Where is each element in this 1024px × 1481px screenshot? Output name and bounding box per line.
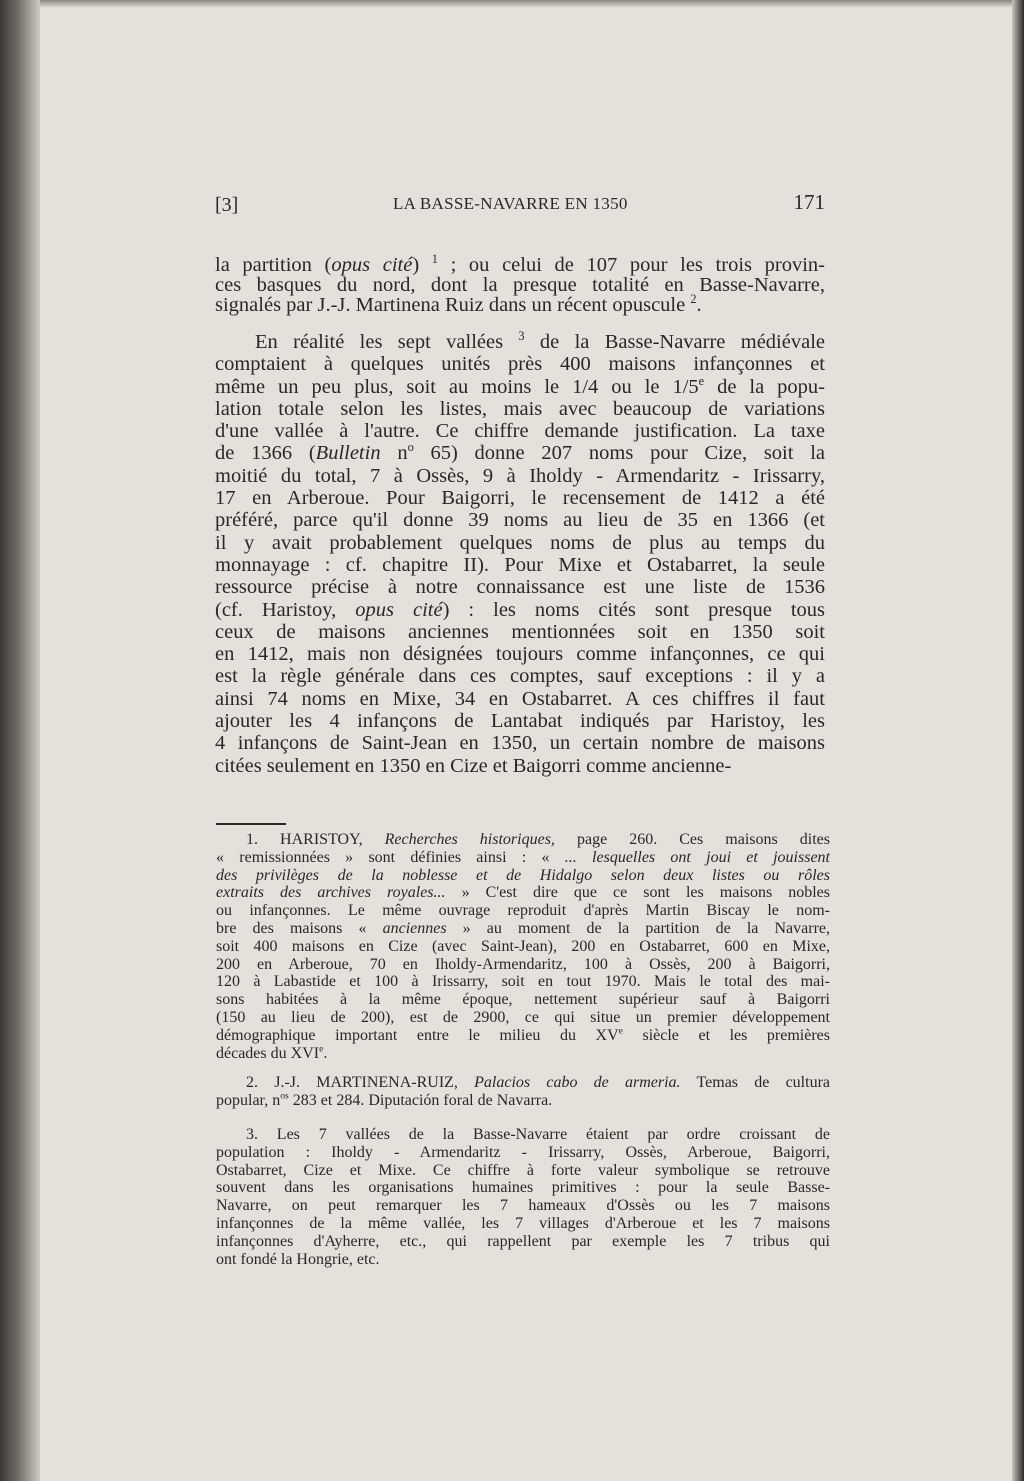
text-line (215, 599, 825, 621)
text-line (216, 884, 830, 902)
text-run: en 1412, mais non désignées toujours comme infançonnes, ce qui (215, 643, 825, 666)
text-run: 200 en Arberoue, 70 en Iholdy-Armendaritz, 100 à Ossès, 200 à Baigorri, (216, 955, 830, 973)
text-run: 120 à Labastide et 100 à Irissarry, soit en tout 1970. Mais le total des mai- (216, 973, 830, 991)
text-line (215, 532, 825, 554)
text-line (215, 621, 825, 643)
text-line (216, 1251, 830, 1269)
text-line (215, 732, 825, 754)
text-run: souvent dans les organisations humaines primitives : pour la seule Basse- (216, 1179, 830, 1197)
superscript: 3 (518, 329, 525, 344)
text-line (215, 576, 825, 598)
text-line (215, 554, 825, 576)
text-line (216, 920, 830, 938)
text-run: ) : les noms cités sont presque tous (442, 598, 825, 621)
text-run: . (323, 1044, 328, 1062)
text-line (216, 1197, 830, 1215)
text-run: ceux de maisons anciennes mentionnées soit en 1350 soit (215, 620, 825, 643)
text-run: n (380, 442, 408, 465)
text-run: d'une vallée à l'autre. Ce chiffre demande justification. La taxe (215, 420, 825, 443)
running-title: LA BASSE-NAVARRE EN 1350 (393, 194, 628, 213)
italic-text: Bulletin (315, 442, 381, 465)
text-line (216, 1045, 830, 1063)
text-line (216, 1215, 830, 1233)
italic-text: Palacios cabo de armeria. (474, 1074, 681, 1091)
text-line (215, 755, 825, 777)
text-run: page 260. Ces maisons dites (554, 831, 830, 848)
superscript: e (618, 1025, 623, 1037)
text-line (216, 1144, 830, 1162)
text-line (215, 275, 825, 295)
text-line (215, 688, 825, 710)
text-run: . (696, 294, 702, 316)
text-line (215, 509, 825, 531)
section-number: [3] (215, 194, 239, 216)
footnote-separator (216, 823, 286, 825)
text-line (216, 902, 830, 920)
text-line (215, 643, 825, 665)
text-line (216, 831, 830, 849)
italic-text: des privilèges de la noblesse et de Hidalgo selon deux listes ou rôles (216, 866, 830, 884)
text-line (216, 1074, 830, 1092)
text-run: infançonnes d'Ayherre, etc., qui rappellent par exemple les 7 tribus qui (216, 1232, 830, 1250)
text-run: infançonnes de la même vallée, les 7 villages d'Arberoue et les 7 maisons (216, 1214, 830, 1232)
text-run: « remissionnées » sont définies ainsi : « (216, 848, 565, 866)
text-run: citées seulement en 1350 en Cize et Baigorri comme ancienne- (215, 754, 732, 777)
text-line (216, 1162, 830, 1180)
superscript: 2 (690, 292, 697, 307)
text-run: Temas de cultura (680, 1074, 831, 1091)
text-line (215, 665, 825, 687)
text-run: est la règle générale dans ces comptes, sauf exceptions : il y a (215, 665, 825, 688)
text-line (216, 938, 830, 956)
text-line (216, 956, 830, 974)
text-run: bre des maisons « (216, 919, 383, 937)
running-header (215, 190, 825, 220)
text-run: Navarre, on peut remarquer les 7 hameaux d'Ossès ou les 7 maisons (216, 1197, 830, 1215)
text-run: comptaient à quelques unités près 400 maisons infançonnes et (215, 353, 825, 376)
text-run: il y avait probablement quelques noms de plus au temps du (215, 531, 825, 554)
text-run: lation totale selon les listes, mais avec beaucoup de variations (215, 397, 825, 420)
italic-text: Recherches historiques, (384, 831, 555, 848)
superscript: e (698, 373, 705, 388)
text-run: 283 et 284. Diputación foral de Navarra. (288, 1091, 553, 1109)
text-run: ; ou celui de 107 pour les trois provin- (437, 254, 825, 276)
text-line (216, 1233, 830, 1251)
text-run: de 1366 ( (215, 442, 316, 465)
text-run: siècle et les premières (622, 1026, 831, 1044)
footnote-1 (216, 831, 830, 1062)
text-line (215, 442, 825, 464)
text-line (215, 373, 825, 398)
text-line (216, 991, 830, 1009)
text-run: de la popu- (704, 375, 825, 398)
text-run: population : Iholdy - Armendaritz - Irissarry, Ossès, Arberoue, Baigorri, (216, 1143, 830, 1161)
text-run: monnayage : cf. chapitre II). Pour Mixe et Ostabarret, la seule (215, 553, 825, 576)
text-line (215, 487, 825, 509)
italic-text: opus cité (355, 598, 443, 621)
text-run: popular, n (216, 1091, 281, 1109)
text-run: 65) donne 207 noms pour Cize, soit la (413, 442, 825, 465)
text-line (216, 867, 830, 885)
book-spine-edge (0, 0, 40, 1481)
text-run: démographique important entre le milieu du XV (216, 1026, 619, 1044)
text-run: de la Basse-Navarre médiévale (524, 331, 825, 353)
text-line (215, 398, 825, 420)
text-run: (150 au lieu de 200), est de 2900, ce qui situe un premier développement (216, 1008, 830, 1026)
text-line (216, 849, 830, 867)
text-run: 3. Les 7 vallées de la Basse-Navarre étaient par ordre croissant de (246, 1126, 830, 1143)
text-run: ressource précise à notre connaissance est une liste de 1536 (215, 576, 825, 599)
italic-text: ... lesquelles ont joui et jouissent (564, 848, 830, 866)
footnote-2 (216, 1074, 830, 1110)
text-line (215, 353, 825, 375)
text-run: signalés par J.-J. Martinena Ruiz dans un récent opuscule (215, 294, 691, 316)
page-number: 171 (793, 190, 825, 214)
text-run: sons habitées à la même époque, nettement supérieur sauf à Baigorri (216, 991, 830, 1009)
italic-text: anciennes (382, 919, 447, 937)
page-right-edge (1012, 0, 1024, 1481)
text-line (216, 1092, 830, 1110)
text-run: 1. HARISTOY, (246, 831, 385, 848)
text-run: même un peu plus, soit au moins le 1/4 ou le 1/5 (215, 375, 699, 398)
text-run: moitié du total, 7 à Ossès, 9 à Iholdy - Armendaritz - Irissarry, (215, 464, 825, 487)
text-line (216, 1027, 830, 1045)
text-run: (cf. Haristoy, (215, 598, 356, 621)
text-run: préféré, parce qu'il donne 39 noms au lieu de 35 en 1366 (et (215, 509, 825, 532)
text-run: ces basques du nord, dont la presque totalité en Basse-Navarre, (215, 274, 825, 296)
text-run: ainsi 74 noms en Mixe, 34 en Ostabarret. A ces chiffres il faut (215, 687, 825, 710)
text-run: 17 en Arberoue. Pour Baigorri, le recensement de 1412 a été (215, 487, 825, 510)
text-line (215, 331, 825, 353)
text-line (215, 710, 825, 732)
text-run: ou infançonnes. Le même ouvrage reproduit d'après Martin Biscay le nom- (216, 902, 830, 920)
superscript: os (280, 1090, 289, 1102)
text-run: En réalité les sept vallées (255, 331, 519, 353)
text-line (215, 292, 825, 316)
text-line (216, 973, 830, 991)
text-run: la partition ( (215, 254, 332, 276)
superscript: e (319, 1043, 324, 1055)
text-run: ) (412, 254, 432, 276)
text-line (215, 420, 825, 442)
superscript: o (407, 440, 414, 455)
text-run: 2. J.-J. MARTINENA-RUIZ, (246, 1074, 475, 1091)
superscript: 1 (431, 252, 438, 267)
text-line (215, 465, 825, 487)
text-line (216, 1179, 830, 1197)
text-run: » au moment de la partition de la Navarre, (446, 919, 831, 937)
paragraph-2 (215, 331, 825, 777)
text-run: Ostabarret, Cize et Mixe. Ce chiffre à forte valeur symbolique se retrouve (216, 1161, 830, 1179)
page-top-edge (40, 0, 1012, 8)
text-run: ont fondé la Hongrie, etc. (216, 1250, 380, 1268)
text-line (216, 1009, 830, 1027)
italic-text: extraits des archives royales... (216, 884, 446, 902)
text-run: » C'est dire que ce sont les maisons nobles (445, 884, 831, 902)
text-run: décades du XVI (216, 1044, 320, 1062)
text-run: ajouter les 4 infançons de Lantabat indiqués par Haristoy, les (215, 710, 825, 733)
footnote-3 (216, 1126, 830, 1268)
text-line (215, 252, 825, 276)
paragraph-1 (215, 252, 825, 316)
text-run: soit 400 maisons en Cize (avec Saint-Jean), 200 en Ostabarret, 600 en Mixe, (216, 937, 830, 955)
italic-text: opus cité (331, 254, 413, 276)
text-run: 4 infançons de Saint-Jean en 1350, un certain nombre de maisons (215, 732, 825, 755)
text-line (216, 1126, 830, 1144)
